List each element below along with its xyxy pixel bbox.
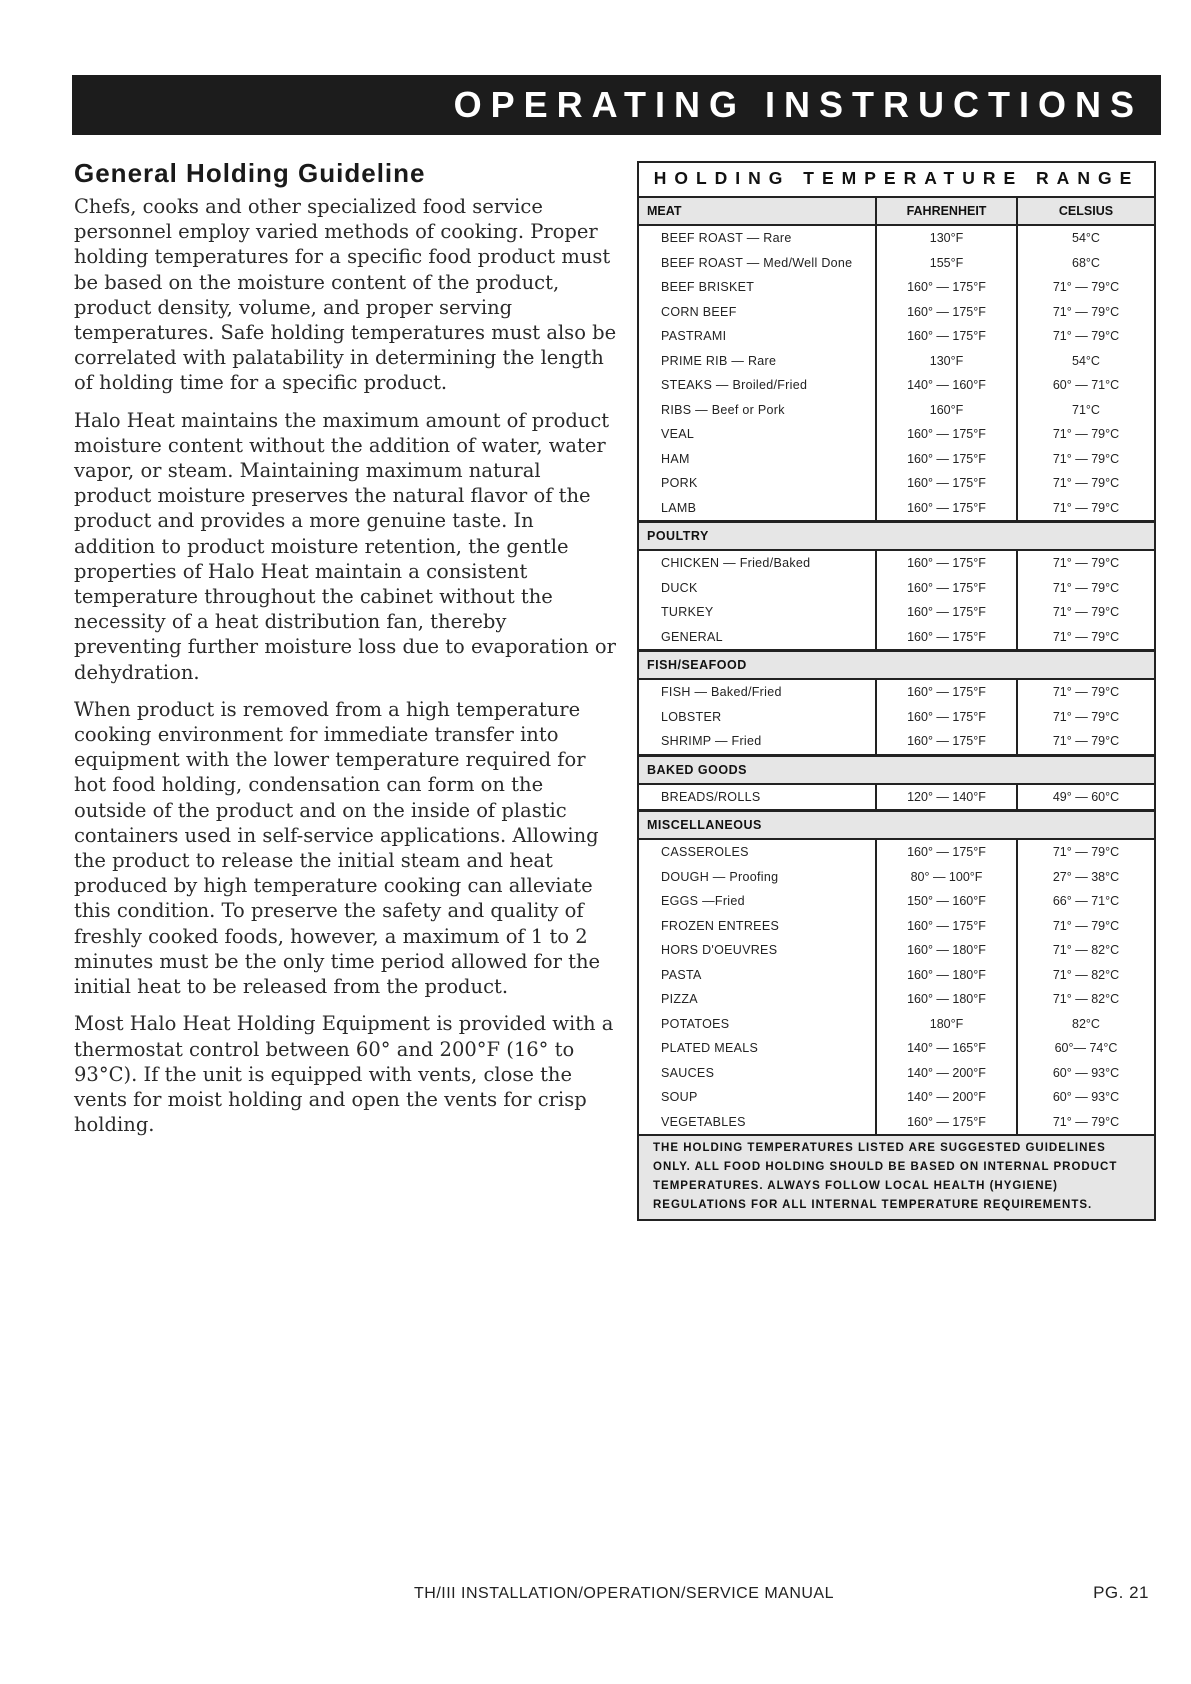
celsius-cell: 71° — 79°C [1016,324,1154,349]
column-header-celsius: CELSIUS [1016,198,1154,224]
table-body [639,198,1154,1136]
celsius-cell: 71° — 79°C [1016,275,1154,300]
food-name-cell: STEAKS — Broiled/Fried [661,378,808,392]
celsius-cell: 71° — 79°C [1016,729,1154,754]
table-row [639,373,1154,398]
fahrenheit-cell: 140° — 160°F [875,373,1016,398]
table-row [639,600,1154,625]
fahrenheit-cell: 160° — 180°F [875,963,1016,988]
table-row [639,914,1154,939]
table-row [639,889,1154,914]
fahrenheit-cell: 160° — 175°F [875,840,1016,865]
celsius-cell: 71° — 79°C [1016,300,1154,325]
fahrenheit-cell: 180°F [875,1012,1016,1037]
celsius-cell: 71° — 79°C [1016,705,1154,730]
table-row [639,625,1154,650]
paragraph-3: When product is removed from a high temperature cooking environment for immediate transfer into equipment with the lower temperature required for hot food holding, condensation can form on the outside of the product and on the inside of plastic containers used in self-service applications. Allowing the product to release the initial steam and heat produced by high temperature cooking can alleviate this condition. To preserve the safety and quality of freshly cooked foods, however, a maximum of 1 to 2 minutes must be the only time period allowed for the initial heat to be released from the product. [74,697,601,999]
celsius-cell: 71° — 79°C [1016,471,1154,496]
food-name-cell: PORK [661,476,698,490]
table-row [639,938,1154,963]
food-name-cell: FISH — Baked/Fried [661,685,782,699]
table-row [639,551,1154,576]
celsius-cell: 71° — 79°C [1016,496,1154,521]
celsius-cell: 71° — 79°C [1016,1110,1154,1135]
celsius-cell: 71° — 79°C [1016,914,1154,939]
celsius-cell: 71° — 79°C [1016,625,1154,650]
page-header-title: OPERATING INSTRUCTIONS [453,84,1143,125]
celsius-cell: 68°C [1016,251,1154,276]
category-row [639,756,1154,785]
category-row [639,811,1154,840]
category-row [639,522,1154,551]
celsius-cell: 49° — 60°C [1016,785,1154,810]
table-row [639,987,1154,1012]
food-name-cell: FROZEN ENTREES [661,918,780,933]
table-note: THE HOLDING TEMPERATURES LISTED ARE SUGGESTED GUIDELINES ONLY. ALL FOOD HOLDING SHOULD BE BASED ON INTERNAL PRODUCT TEMPERATURES. ALWAYS FOLLOW LOCAL HEALTH (HYGIENE) REGULATIONS FOR ALL INTERNAL TEMPERATURE REQUIREMENTS. [639,1136,1154,1219]
celsius-cell: 60° — 93°C [1016,1061,1154,1086]
fahrenheit-cell: 160° — 175°F [875,705,1016,730]
table-row [639,471,1154,496]
table-row [639,1085,1154,1110]
table-row [639,865,1154,890]
food-name-cell: BREADS/ROLLS [661,789,761,804]
fahrenheit-cell: 140° — 165°F [875,1036,1016,1061]
category-group [639,785,1154,812]
celsius-cell: 82°C [1016,1012,1154,1037]
fahrenheit-cell: 160°F [875,398,1016,423]
fahrenheit-cell: 80° — 100°F [875,865,1016,890]
celsius-cell: 71° — 82°C [1016,938,1154,963]
fahrenheit-cell: 160° — 180°F [875,987,1016,1012]
fahrenheit-cell: 120° — 140°F [875,785,1016,810]
celsius-cell: 71° — 79°C [1016,422,1154,447]
holding-temperature-table [637,161,1156,1221]
food-name-cell: PLATED MEALS [661,1041,759,1055]
table-row [639,251,1154,276]
food-name-cell: DOUGH — Proofing [661,869,779,884]
food-name-cell: PASTA [661,967,702,982]
category-group [639,551,1154,651]
food-name-cell: CHICKEN — Fried/Baked [661,556,811,570]
fahrenheit-cell: 160° — 175°F [875,422,1016,447]
food-name-cell: PIZZA [661,992,698,1006]
fahrenheit-cell: 160° — 175°F [875,471,1016,496]
table-row [639,447,1154,472]
celsius-cell: 27° — 38°C [1016,865,1154,890]
guideline-body [74,194,619,1149]
category-group [639,680,1154,756]
fahrenheit-cell: 160° — 175°F [875,729,1016,754]
food-name-cell: RIBS — Beef or Pork [661,402,785,417]
celsius-cell: 60°— 74°C [1016,1036,1154,1061]
table-row [639,1036,1154,1061]
category-row [639,651,1154,680]
table-row [639,398,1154,423]
fahrenheit-cell: 160° — 175°F [875,625,1016,650]
celsius-cell: 54°C [1016,226,1154,251]
footer-manual-title: TH/III INSTALLATION/OPERATION/SERVICE MANUAL [414,1585,834,1602]
fahrenheit-cell: 160° — 175°F [875,600,1016,625]
food-name-cell: DUCK [661,580,698,595]
category-label: MISCELLANEOUS [647,818,762,832]
table-row [639,840,1154,865]
celsius-cell: 54°C [1016,349,1154,374]
food-name-cell: EGGS —Fried [661,894,745,908]
fahrenheit-cell: 160° — 175°F [875,496,1016,521]
fahrenheit-cell: 160° — 175°F [875,914,1016,939]
fahrenheit-cell: 160° — 175°F [875,324,1016,349]
table-row [639,785,1154,810]
food-name-cell: SOUP [661,1090,698,1104]
footer-page-number: PG. 21 [1093,1583,1149,1602]
celsius-cell: 71° — 79°C [1016,551,1154,576]
fahrenheit-cell: 160° — 175°F [875,1110,1016,1135]
fahrenheit-cell: 140° — 200°F [875,1061,1016,1086]
fahrenheit-cell: 160° — 175°F [875,275,1016,300]
fahrenheit-cell: 150° — 160°F [875,889,1016,914]
food-name-cell: LOBSTER [661,709,722,724]
table-column-header-row [639,198,1154,226]
celsius-cell: 60° — 71°C [1016,373,1154,398]
fahrenheit-cell: 155°F [875,251,1016,276]
celsius-cell: 71° — 79°C [1016,447,1154,472]
fahrenheit-cell: 140° — 200°F [875,1085,1016,1110]
table-row [639,349,1154,374]
table-row [639,275,1154,300]
celsius-cell: 71° — 82°C [1016,963,1154,988]
paragraph-2: Halo Heat maintains the maximum amount of product moisture content without the addition of water, water vapor, or steam. Maintaining maximum natural product moisture preserves the natural flavor of the product and provides a more genuine taste. In addition to product moisture retention, the gentle properties of Halo Heat maintain a consistent temperature throughout the cabinet without the necessity of a heat distribution fan, thereby preventing further moisture loss due to evaporation or dehydration. [74,408,616,684]
table-row [639,422,1154,447]
celsius-cell: 71° — 79°C [1016,680,1154,705]
header-bar [72,75,1161,135]
food-name-cell: HORS D'OEUVRES [661,943,778,957]
paragraph-1: Chefs, cooks and other specialized food service personnel employ varied methods of cooking. Proper holding temperatures for a specific food product must be based on the moisture content of the product, product density, volume, and proper serving temperatures. Safe holding temperatures must also be correlated with palatability in determining the length of holding time for a specific product. [74,195,617,395]
celsius-cell: 71°C [1016,398,1154,423]
food-name-cell: SAUCES [661,1065,715,1080]
food-name-cell: BEEF BRISKET [661,280,755,294]
category-group [639,226,1154,522]
category-label: MEAT [647,204,682,218]
table-row [639,300,1154,325]
table-row [639,1110,1154,1135]
food-name-cell: CORN BEEF [661,304,737,319]
celsius-cell: 66° — 71°C [1016,889,1154,914]
celsius-cell: 71° — 79°C [1016,576,1154,601]
fahrenheit-cell: 160° — 175°F [875,551,1016,576]
table-row [639,1012,1154,1037]
food-name-cell: POTATOES [661,1016,730,1031]
category-group [639,840,1154,1136]
column-header-fahrenheit: FAHRENHEIT [875,198,1016,224]
celsius-cell: 71° — 82°C [1016,987,1154,1012]
food-name-cell: TURKEY [661,605,714,619]
celsius-cell: 60° — 93°C [1016,1085,1154,1110]
food-name-cell: VEAL [661,427,695,441]
food-name-cell: SHRIMP — Fried [661,734,762,748]
food-name-cell: VEGETABLES [661,1114,746,1129]
food-name-cell: PASTRAMI [661,329,727,343]
food-name-cell: PRIME RIB — Rare [661,353,777,368]
food-name-cell: BEEF ROAST — Rare [661,231,792,245]
table-title: HOLDING TEMPERATURE RANGE [639,163,1154,198]
table-row [639,226,1154,251]
section-title: General Holding Guideline [74,158,426,188]
table-row [639,576,1154,601]
food-name-cell: CASSEROLES [661,845,749,859]
fahrenheit-cell: 160° — 175°F [875,680,1016,705]
category-label: POULTRY [647,529,709,543]
celsius-cell: 71° — 79°C [1016,840,1154,865]
table-row [639,729,1154,754]
fahrenheit-cell: 160° — 175°F [875,447,1016,472]
fahrenheit-cell: 160° — 175°F [875,300,1016,325]
food-name-cell: HAM [661,451,690,466]
table-row [639,1061,1154,1086]
table-row [639,496,1154,521]
fahrenheit-cell: 160° — 175°F [875,576,1016,601]
table-row [639,324,1154,349]
food-name-cell: LAMB [661,500,697,515]
category-label: BAKED GOODS [647,762,747,777]
table-row [639,680,1154,705]
table-row [639,705,1154,730]
fahrenheit-cell: 130°F [875,349,1016,374]
category-label: FISH/SEAFOOD [647,658,747,672]
fahrenheit-cell: 160° — 180°F [875,938,1016,963]
paragraph-4: Most Halo Heat Holding Equipment is provided with a thermostat control between 60° and 200°F (16° to 93°C). If the unit is equipped with vents, close the vents for moist holding and open the vents for crisp holding. [74,1012,614,1137]
table-row [639,963,1154,988]
food-name-cell: GENERAL [661,629,723,644]
fahrenheit-cell: 130°F [875,226,1016,251]
food-name-cell: BEEF ROAST — Med/Well Done [661,255,853,270]
celsius-cell: 71° — 79°C [1016,600,1154,625]
